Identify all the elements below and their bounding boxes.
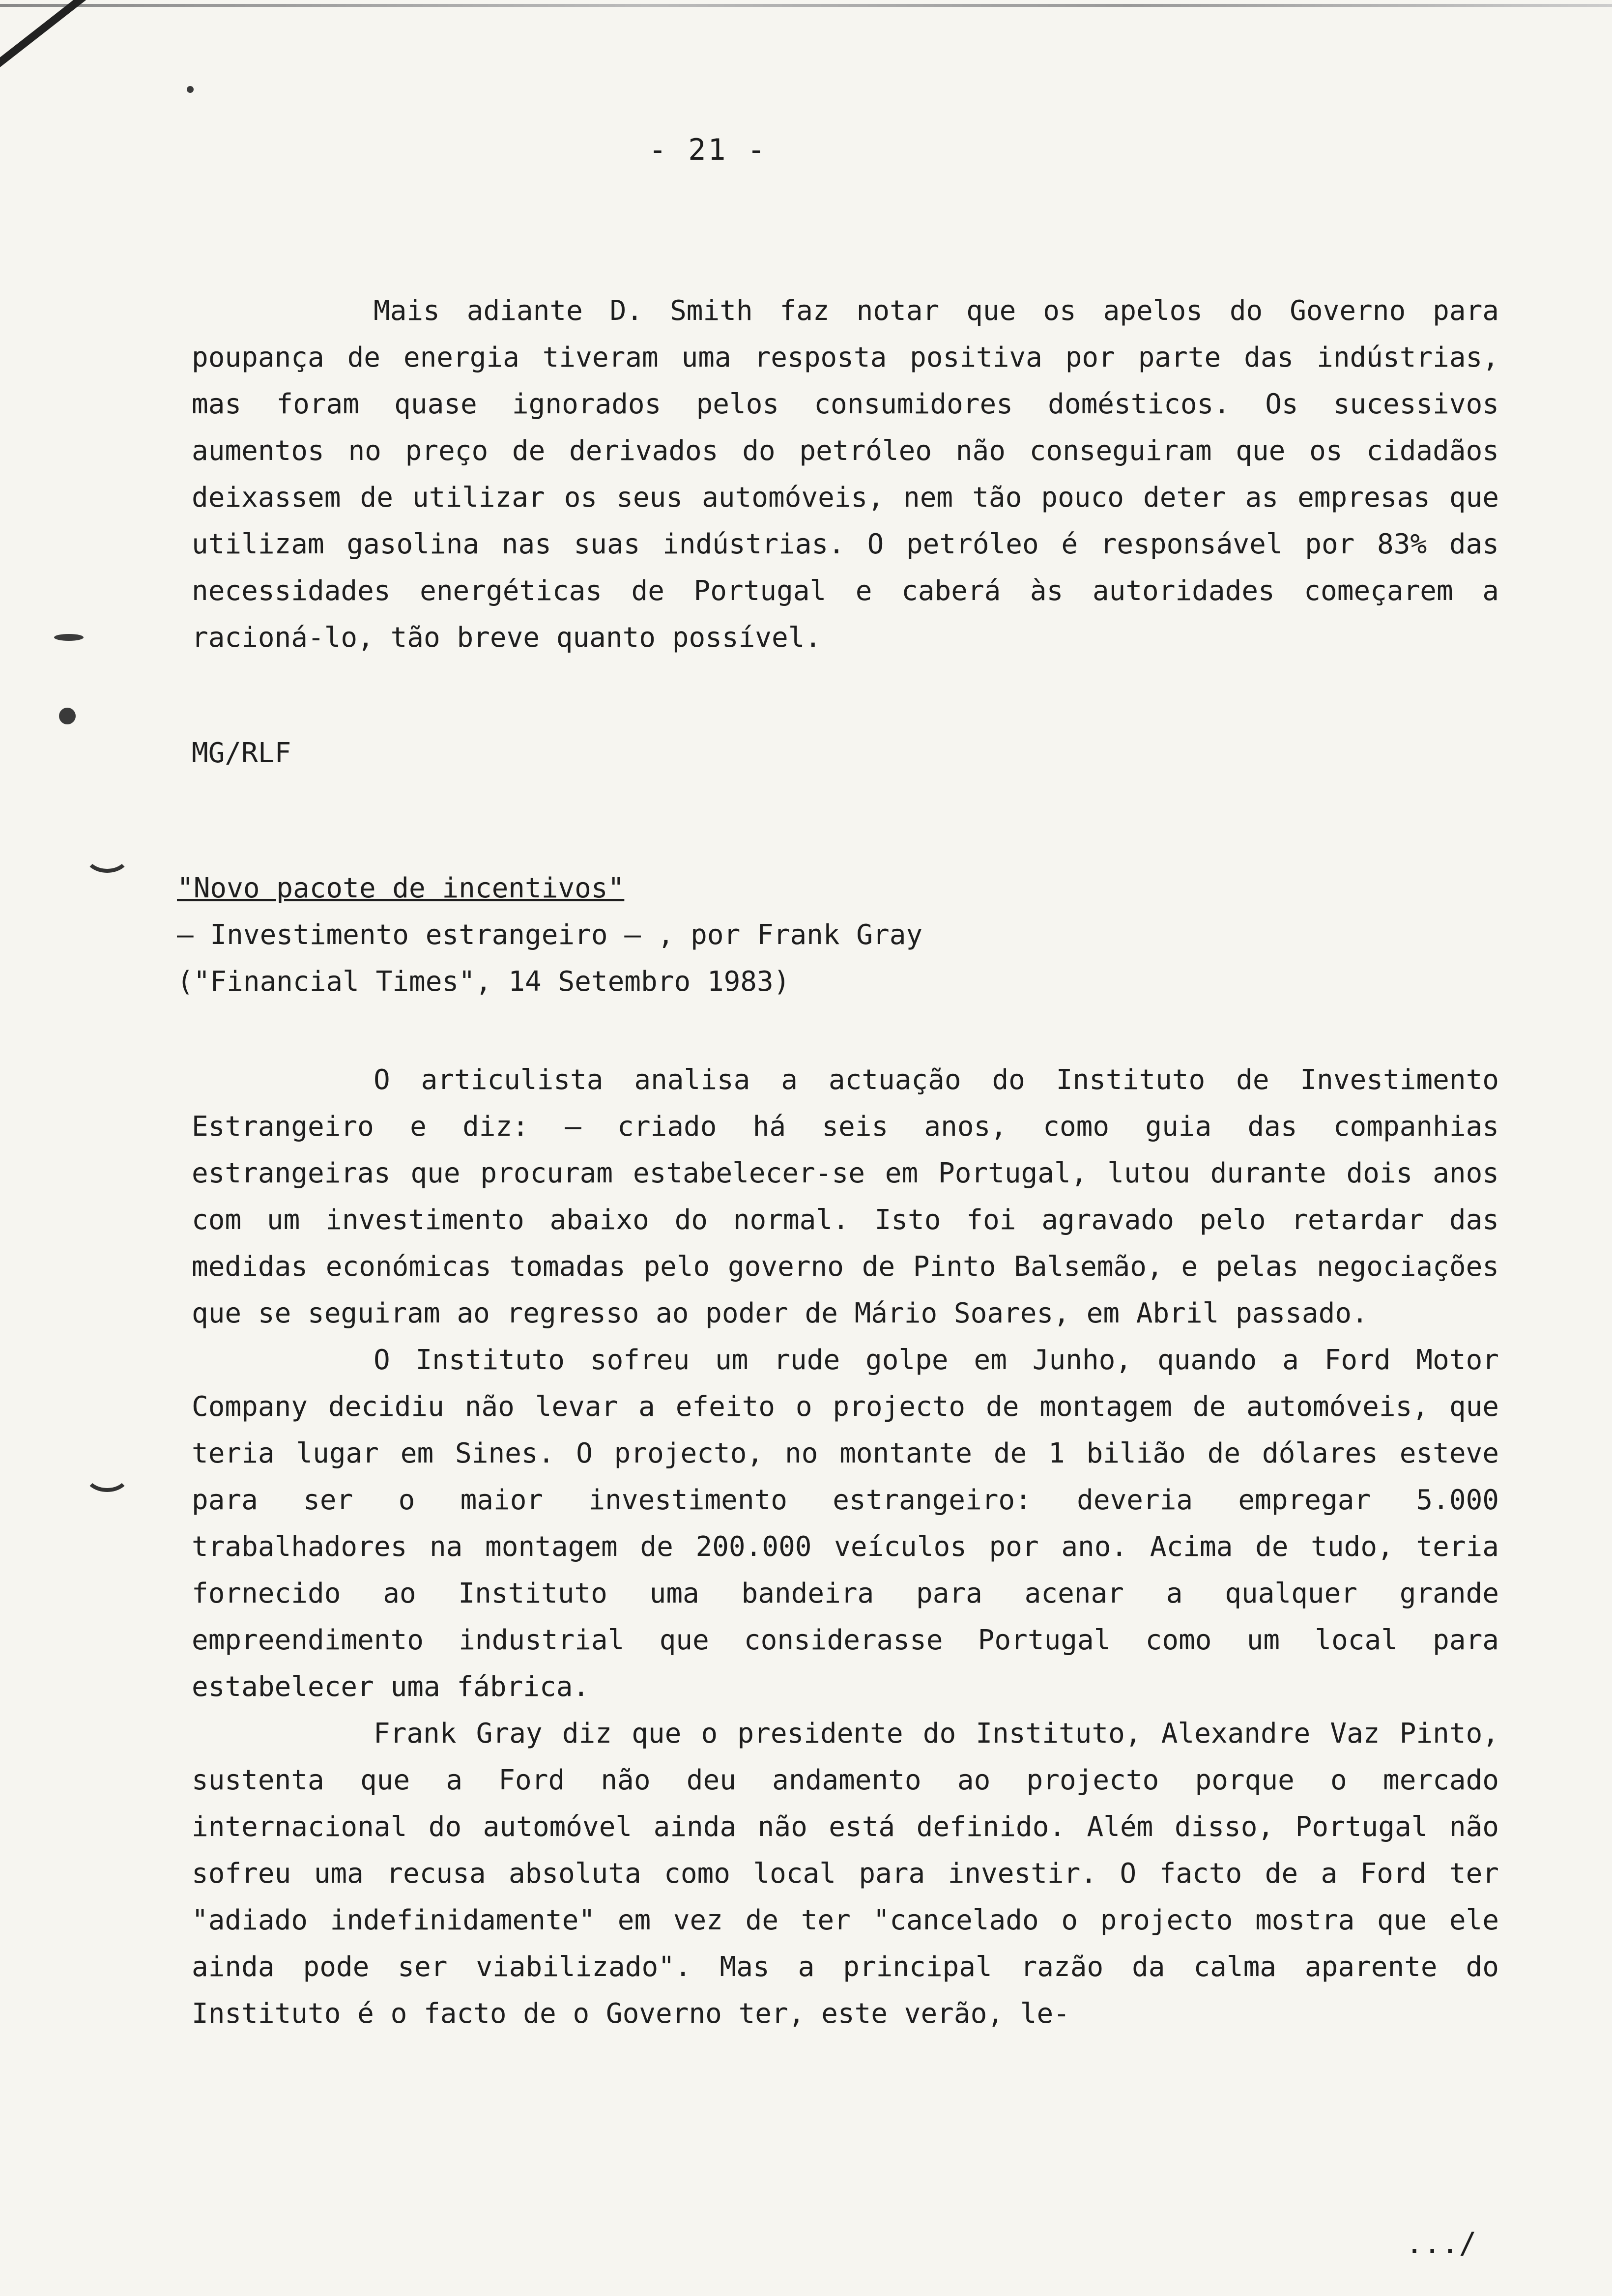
article-subtitle: — Investimento estrangeiro — , por Frank Gray [177,919,923,951]
margin-punch-mark [84,1455,131,1492]
author-initials: MG/RLF [192,737,291,769]
paragraph-institute-overview: O articulista analisa a actuação do Instituto de Investimento Estrangeiro e diz: — criado há seis anos, como guia das companhias estrangeiras que procuram estabelecer-se em Portugal, lutou durante dois anos com um investimento abaixo do normal. Isto foi agravado pelo retardar das medidas económicas tomadas pelo governo de Pinto Balsemão, e pelas negociações que se seguiram ao regresso ao poder de Mário Soares, em Abril passado. [192,1064,1499,1329]
article-title: "Novo pacote de incentivos" [177,872,625,904]
paragraph-ford-project: O Instituto sofreu um rude golpe em Junho, quando a Ford Motor Company decidiu não levar a efeito o projecto de montagem de automóveis, que teria lugar em Sines. O projecto, no montante de 1 bilião de dólares esteve para ser o maior investimento estrangeiro: deveria empregar 5.000 trabalhadores na montagem de 200.000 veículos por ano. Acima de tudo, teria fornecido ao Instituto uma bandeira para acenar a qualquer grande empreendimento industrial que considerasse Portugal como um local para estabelecer uma fábrica. [192,1344,1499,1703]
paragraph-president-statement: Frank Gray diz que o presidente do Instituto, Alexandre Vaz Pinto, sustenta que a Ford não deu andamento ao projecto porque o mercado internacional do automóvel ainda não está definido. Além disso, Portugal não sofreu uma recusa absoluta como local para investir. O facto de a Ford ter "adiado indefinidamente" em vez de ter "cancelado o projecto mostra que ele ainda pode ser viabilizado". Mas a principal razão da calma aparente do Instituto é o facto de o Governo ter, este verão, le- [192,1718,1499,2030]
scan-top-edge [0,4,1612,7]
article-source: ("Financial Times", 14 Setembro 1983) [177,966,790,998]
continuation-mark: .../ [1406,2226,1477,2261]
scan-blemish [59,708,76,724]
page-number: - 21 - [649,133,767,167]
article-header [177,865,1504,1005]
margin-punch-mark [84,835,131,873]
intro-text-block [192,287,1499,661]
scan-blemish [187,86,194,93]
paragraph-energy-savings: Mais adiante D. Smith faz notar que os apelos do Governo para poupança de energia tiveram uma resposta positiva por parte das indústrias, mas foram quase ignorados pelos consumidores domésticos. Os sucessivos aumentos no preço de derivados do petróleo não conseguiram que os cidadãos deixassem de utilizar os seus automóveis, nem tão pouco deter as empresas que utilizam gasolina nas suas indústrias. O petróleo é responsável por 83% das necessidades energéticas de Portugal e caberá às autoridades começarem a racioná-lo, tão breve quanto possível. [192,295,1499,654]
scan-blemish [54,634,84,641]
article-body [192,1057,1499,2037]
pen-stroke-mark [0,0,111,81]
